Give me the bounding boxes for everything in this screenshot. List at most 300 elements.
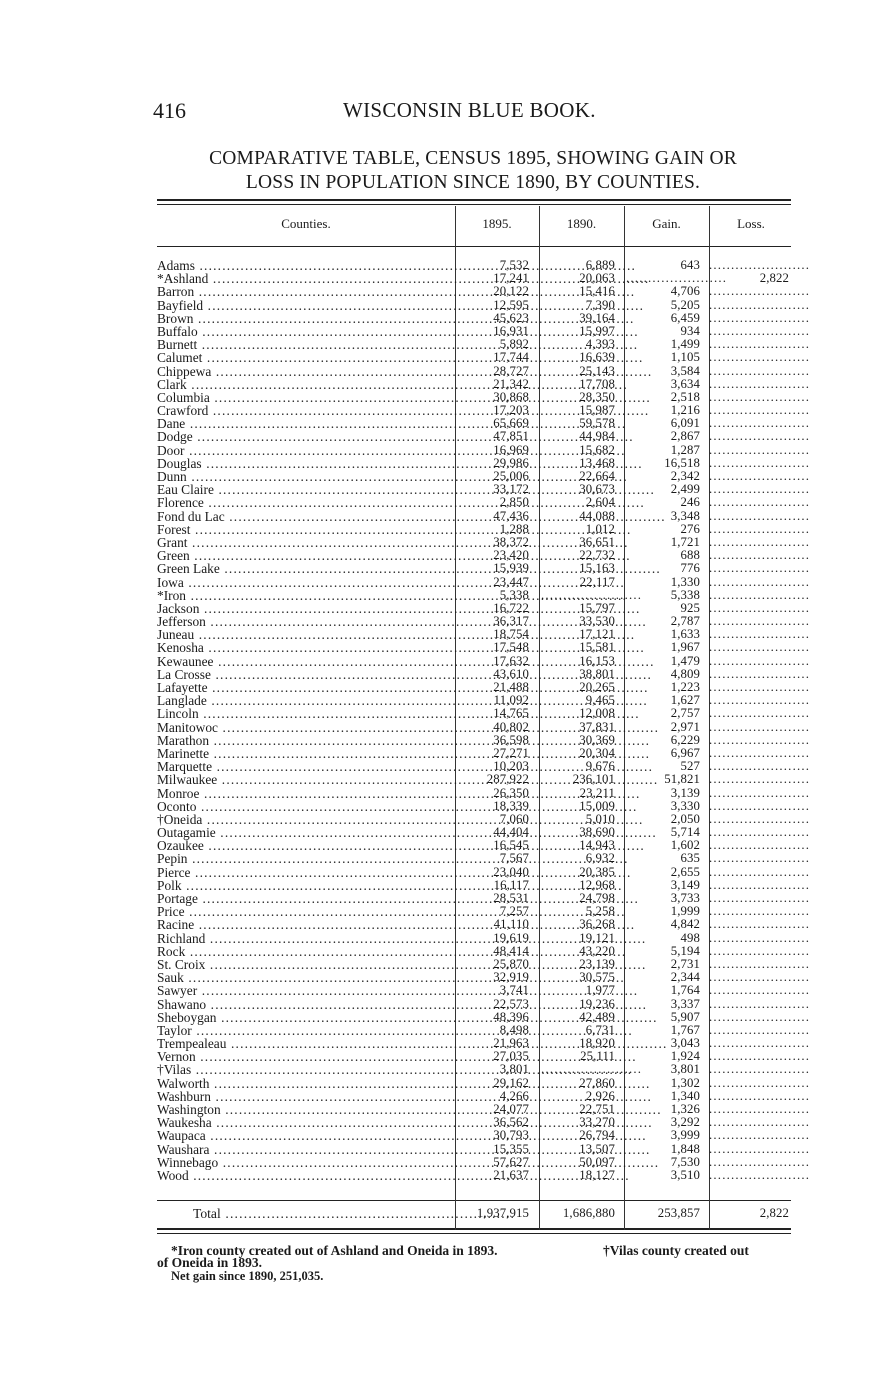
cell-1890: 18,920 — [579, 1036, 615, 1051]
cell-gain: 6,091 — [670, 416, 700, 431]
pre-total-rule — [157, 1200, 791, 1201]
cell-1895: 65,669 — [493, 416, 529, 431]
cell-1895: 30,793 — [493, 1128, 529, 1143]
county-name: Crawford ..... — [157, 404, 449, 417]
cell-gain: 1,924 — [670, 1049, 700, 1064]
county-name: Milwaukee ..... — [157, 773, 449, 786]
cell-1895: 27,035 — [493, 1049, 529, 1064]
header-loss: Loss. — [737, 216, 765, 231]
cell-gain: 3,292 — [670, 1115, 700, 1130]
cell-1890: 24,798 — [579, 891, 615, 905]
cell-gain: 2,787 — [670, 614, 700, 629]
cell-1890: 22,732 — [579, 548, 615, 563]
cell-1890: 20,385 — [579, 864, 615, 879]
cell-1895: 7,567 — [499, 851, 529, 866]
table-row — [157, 574, 811, 590]
county-table-body — [157, 258, 811, 1183]
county-name: Outagamie ..... — [157, 826, 449, 839]
cell-1895: 19,619 — [493, 930, 529, 945]
table-row — [157, 1062, 811, 1078]
table-row — [157, 1167, 811, 1183]
table-row — [157, 864, 811, 880]
county-name: Fond du Lac ..... — [157, 510, 449, 523]
cell-1890: 25,111 — [580, 1049, 615, 1064]
cell-1895: 57,627 — [493, 1154, 529, 1169]
cell-loss: ....................... — [709, 548, 811, 563]
cell-loss: ....................... — [709, 389, 811, 404]
cell-1890: 13,468 — [579, 455, 615, 470]
cell-1890: 16,639 — [579, 350, 615, 365]
cell-gain: 1,479 — [670, 653, 700, 668]
cell-loss: ....................... — [709, 600, 811, 615]
cell-gain: 16,518 — [664, 455, 700, 470]
cell-1895: 17,203 — [493, 403, 529, 418]
cell-1895: 24,077 — [493, 1102, 529, 1116]
cell-1895: 18,339 — [493, 798, 529, 813]
county-name: Dane ..... — [157, 417, 449, 430]
cell-1895: 7,257 — [499, 904, 529, 919]
cell-loss: ....................... — [709, 1141, 811, 1156]
county-name: Sawyer ..... — [157, 984, 449, 997]
county-name: Pepin ..... — [157, 852, 449, 865]
cell-1890: 15,797 — [579, 600, 615, 615]
cell-gain: 1,848 — [670, 1141, 700, 1156]
cell-1895: 44,404 — [493, 825, 529, 840]
cell-loss: ....................... — [709, 891, 811, 905]
table-row — [157, 917, 811, 933]
cell-1895: 48,396 — [493, 1009, 529, 1024]
cell-gain: 1,764 — [670, 983, 700, 998]
table-row — [157, 284, 811, 300]
cell-1890: 18,127 — [579, 1167, 615, 1182]
table-row — [157, 1009, 811, 1025]
cell-1890: 17,708 — [579, 376, 615, 391]
county-name: La Crosse ..... — [157, 668, 449, 681]
cell-1890: 236,101 — [572, 772, 615, 787]
cell-1895: 23,447 — [493, 574, 529, 589]
cell-1895: 28,727 — [493, 363, 529, 378]
cell-loss: ....................... — [709, 851, 811, 866]
header-rule — [157, 246, 791, 247]
cell-1890: 12,008 — [579, 706, 615, 721]
cell-loss: ....................... — [709, 772, 811, 787]
table-row — [157, 429, 811, 445]
cell-loss: ....................... — [709, 376, 811, 391]
county-name: Pierce ..... — [157, 866, 449, 879]
cell-1895: 14,765 — [493, 706, 529, 721]
table-row — [157, 1075, 811, 1091]
table-title-line-1: COMPARATIVE TABLE, CENSUS 1895, SHOWING GAIN OR — [209, 148, 737, 169]
cell-gain: 6,967 — [670, 745, 700, 760]
cell-loss: ....................... — [709, 1088, 811, 1103]
cell-gain: 1,999 — [670, 904, 700, 919]
total-gain: 253,857 — [657, 1206, 700, 1220]
cell-1895: 45,623 — [493, 310, 529, 325]
cell-1890: ....................... — [541, 1062, 643, 1077]
cell-gain: 2,499 — [670, 482, 700, 497]
cell-gain: 5,194 — [670, 943, 700, 958]
cell-gain: 6,459 — [670, 310, 700, 325]
cell-1895: 16,545 — [493, 838, 529, 853]
cell-1890: 39,164 — [579, 310, 615, 325]
page-number: 416 — [153, 98, 186, 123]
running-head — [153, 98, 793, 128]
cell-1890: 19,236 — [579, 996, 615, 1011]
cell-1890: 50,097 — [579, 1154, 615, 1169]
cell-gain: 6,229 — [670, 732, 700, 747]
table-row — [157, 943, 811, 959]
county-name: Adams ..... — [157, 259, 449, 272]
cell-1890: 38,690 — [579, 825, 615, 840]
table-row — [157, 653, 811, 669]
cell-gain: 2,344 — [670, 970, 700, 985]
table-row — [157, 495, 811, 511]
cell-1890: 22,117 — [579, 574, 615, 589]
cell-1890: 1,977 — [585, 983, 615, 998]
county-name: Shawano ..... — [157, 998, 449, 1011]
cell-loss: ....................... — [709, 1128, 811, 1143]
cell-1895: 21,342 — [493, 376, 529, 391]
county-name: Columbia ..... — [157, 391, 449, 404]
cell-gain: 2,971 — [670, 719, 700, 734]
cell-1895: 25,006 — [493, 469, 529, 483]
cell-loss: ....................... — [709, 350, 811, 365]
cell-gain: 3,801 — [670, 1062, 700, 1077]
cell-loss: 2,822 — [759, 271, 789, 286]
cell-gain: 643 — [680, 258, 700, 272]
cell-1895: 3,741 — [499, 983, 529, 998]
table-title — [153, 147, 793, 195]
county-name: Walworth ..... — [157, 1077, 449, 1090]
county-name: Lincoln ..... — [157, 707, 449, 720]
cell-gain: 2,050 — [670, 811, 700, 826]
cell-loss: ....................... — [709, 970, 811, 985]
cell-loss: ....................... — [709, 297, 811, 312]
cell-gain: 2,342 — [670, 469, 700, 483]
county-name: Marinette ..... — [157, 747, 449, 760]
cell-1890: 6,889 — [585, 258, 615, 272]
cell-gain: 1,330 — [670, 574, 700, 589]
cell-1895: 15,939 — [493, 561, 529, 576]
county-name: Bayfield ..... — [157, 299, 449, 312]
cell-gain: 1,216 — [670, 403, 700, 418]
cell-loss: ....................... — [709, 534, 811, 549]
cell-gain: 3,584 — [670, 363, 700, 378]
cell-1890: 15,009 — [579, 798, 615, 813]
total-1895: 1,937,915 — [476, 1206, 529, 1220]
cell-gain: 4,842 — [670, 917, 700, 932]
cell-1895: 25,870 — [493, 956, 529, 971]
cell-1895: 287,922 — [486, 772, 529, 787]
cell-1895: 1,288 — [499, 521, 529, 536]
cell-1895: 32,919 — [493, 970, 529, 985]
cell-gain: 3,999 — [670, 1128, 700, 1143]
cell-1890: 23,139 — [579, 956, 615, 971]
cell-1895: 17,744 — [493, 350, 529, 365]
cell-gain: 925 — [680, 600, 700, 615]
county-name: Taylor ..... — [157, 1024, 449, 1037]
cell-1895: 7,532 — [499, 258, 529, 272]
cell-1890: 25,143 — [579, 363, 615, 378]
cell-gain: 276 — [680, 521, 700, 536]
cell-1890: 20,304 — [579, 745, 615, 760]
cell-loss: ....................... — [709, 1075, 811, 1090]
table-title-line-2: LOSS IN POPULATION SINCE 1890, BY COUNTIES. — [245, 172, 701, 193]
cell-1895: 11,092 — [493, 693, 529, 708]
county-name: Wood ..... — [157, 1169, 449, 1182]
cell-gain: 1,287 — [670, 442, 700, 457]
table-row — [157, 785, 811, 801]
cell-1890: 14,943 — [579, 838, 615, 853]
cell-loss: ....................... — [709, 403, 811, 418]
cell-loss: ....................... — [709, 956, 811, 971]
county-name: Florence ..... — [157, 496, 449, 509]
cell-1895: 26,350 — [493, 785, 529, 800]
cell-gain: 1,721 — [670, 534, 700, 549]
cell-1890: 4,393 — [585, 337, 615, 352]
county-name: Burnett ..... — [157, 338, 449, 351]
cell-loss: ....................... — [709, 904, 811, 919]
cell-loss: ....................... — [709, 640, 811, 655]
cell-loss: ....................... — [709, 719, 811, 734]
table-row — [157, 798, 811, 814]
footnote-vilas-continued: of Oneida in 1893. — [157, 1255, 263, 1270]
cell-loss: ....................... — [709, 337, 811, 352]
county-name: Jackson ..... — [157, 602, 449, 615]
total-row — [157, 1206, 791, 1224]
county-name: Vernon ..... — [157, 1050, 449, 1063]
cell-loss: ....................... — [709, 416, 811, 431]
cell-1890: 17,121 — [579, 627, 615, 642]
cell-loss: ....................... — [709, 1102, 811, 1116]
cell-loss: ....................... — [709, 627, 811, 642]
cell-gain: 2,518 — [670, 389, 700, 404]
county-name: Barron ..... — [157, 285, 449, 298]
table-row — [157, 363, 811, 379]
cell-1895: 43,610 — [493, 666, 529, 681]
cell-1895: 41,110 — [493, 917, 529, 932]
cell-1890: 36,268 — [579, 917, 615, 932]
table-row — [157, 719, 811, 735]
cell-1890: 43,220 — [579, 943, 615, 958]
cell-1895: 18,754 — [493, 627, 529, 642]
cell-1895: 17,548 — [493, 640, 529, 655]
county-name: Washburn ..... — [157, 1090, 449, 1103]
table-row — [157, 561, 811, 577]
cell-loss: ....................... — [709, 811, 811, 826]
table-row — [157, 772, 811, 788]
county-name: Green Lake ..... — [157, 562, 449, 575]
cell-loss: ....................... — [709, 574, 811, 589]
cell-gain: 3,510 — [670, 1167, 700, 1182]
cell-1890: 2,926 — [585, 1088, 615, 1103]
cell-1890: 33,270 — [579, 1115, 615, 1130]
cell-gain: 688 — [680, 548, 700, 563]
table-row — [157, 732, 811, 748]
cell-loss: ....................... — [709, 917, 811, 932]
cell-gain: 246 — [680, 495, 700, 510]
cell-1895: 22,573 — [493, 996, 529, 1011]
county-name: Monroe ..... — [157, 787, 449, 800]
table-row — [157, 1128, 811, 1144]
cell-loss: ....................... — [709, 877, 811, 892]
cell-gain: 3,733 — [670, 891, 700, 905]
cell-loss: ....................... — [709, 1022, 811, 1037]
header-gain: Gain. — [652, 216, 681, 231]
county-name: Clark ..... — [157, 378, 449, 391]
county-name: Langlade ..... — [157, 694, 449, 707]
cell-gain: 498 — [680, 930, 700, 945]
cell-1890: 5,010 — [585, 811, 615, 826]
cell-1890: 2,604 — [585, 495, 615, 510]
cell-1895: 8,498 — [499, 1022, 529, 1037]
cell-gain: 1,302 — [670, 1075, 700, 1090]
county-name: Eau Claire ..... — [157, 483, 449, 496]
county-name: Calumet ..... — [157, 351, 449, 364]
cell-1895: 36,598 — [493, 732, 529, 747]
cell-gain: 3,348 — [670, 508, 700, 523]
cell-loss: ....................... — [709, 482, 811, 497]
cell-loss: ....................... — [709, 1115, 811, 1130]
cell-1890: 6,731 — [585, 1022, 615, 1037]
cell-1890: 44,984 — [579, 429, 615, 444]
table-row — [157, 996, 811, 1012]
cell-loss: ....................... — [709, 1154, 811, 1169]
cell-gain: 5,907 — [670, 1009, 700, 1024]
cell-loss: ....................... — [709, 429, 811, 444]
cell-1895: 2,850 — [499, 495, 529, 510]
cell-gain: 5,338 — [670, 587, 700, 602]
cell-1890: 15,163 — [579, 561, 615, 576]
cell-loss: ....................... — [709, 666, 811, 681]
cell-1895: 36,562 — [493, 1115, 529, 1130]
county-name: Winnebago ..... — [157, 1156, 449, 1169]
cell-1895: 16,722 — [493, 600, 529, 615]
county-name: Waupaca ..... — [157, 1129, 449, 1142]
cell-loss: ....................... — [709, 310, 811, 325]
cell-gain: 1,499 — [670, 337, 700, 352]
cell-gain: 1,326 — [670, 1102, 700, 1116]
cell-loss: ....................... — [709, 706, 811, 721]
county-name: Trempealeau ..... — [157, 1037, 449, 1050]
cell-gain: 5,205 — [670, 297, 700, 312]
county-name: Manitowoc ..... — [157, 721, 449, 734]
cell-loss: ....................... — [709, 838, 811, 853]
cell-1895: 29,162 — [493, 1075, 529, 1090]
county-name: Portage ..... — [157, 892, 449, 905]
cell-1895: 47,436 — [493, 508, 529, 523]
cell-loss: ....................... — [709, 653, 811, 668]
cell-1890: 26,794 — [579, 1128, 615, 1143]
county-name: Ozaukee ..... — [157, 839, 449, 852]
table-row — [157, 350, 811, 366]
cell-1890: 42,489 — [579, 1009, 615, 1024]
county-name: Brown ..... — [157, 312, 449, 325]
cell-loss: ....................... — [709, 759, 811, 774]
county-name: Dunn ..... — [157, 470, 449, 483]
cell-gain: 3,337 — [670, 996, 700, 1011]
cell-loss: ....................... — [709, 943, 811, 958]
cell-loss: ....................... — [709, 587, 811, 602]
county-name: Chippewa ..... — [157, 365, 449, 378]
county-name: Iowa ..... — [157, 576, 449, 589]
cell-1895: 28,531 — [493, 891, 529, 905]
cell-1895: 5,892 — [499, 337, 529, 352]
cell-1890: 15,987 — [579, 403, 615, 418]
cell-1890: 27,860 — [579, 1075, 615, 1090]
total-1890: 1,686,880 — [562, 1206, 615, 1220]
cell-gain: 635 — [680, 851, 700, 866]
cell-1890: 9,676 — [585, 759, 615, 774]
cell-1895: 21,488 — [493, 680, 529, 694]
county-name: †Vilas ..... — [157, 1063, 449, 1076]
county-name: Price ..... — [157, 905, 449, 918]
cell-1895: 48,414 — [493, 943, 529, 958]
cell-1895: 30,868 — [493, 389, 529, 404]
cell-1890: 15,581 — [579, 640, 615, 655]
county-name: Lafayette ..... — [157, 681, 449, 694]
cell-loss: ....................... — [709, 732, 811, 747]
total-label: Total ..... — [193, 1206, 449, 1222]
county-name: †Oneida ..... — [157, 813, 449, 826]
county-name: Kewaunee ..... — [157, 655, 449, 668]
county-name: Waushara ..... — [157, 1143, 449, 1156]
cell-1895: 16,931 — [493, 323, 529, 338]
cell-loss: ....................... — [709, 680, 811, 694]
cell-gain: 1,340 — [670, 1088, 700, 1103]
cell-loss: ....................... — [709, 785, 811, 800]
cell-gain: 4,809 — [670, 666, 700, 681]
cell-gain: 1,767 — [670, 1022, 700, 1037]
cell-loss: ....................... — [709, 1062, 811, 1077]
cell-gain: 1,223 — [670, 680, 700, 694]
cell-1890: 36,651 — [579, 534, 615, 549]
cell-1895: 17,241 — [493, 271, 529, 286]
cell-loss: ....................... — [709, 284, 811, 299]
cell-gain: 3,043 — [670, 1036, 700, 1051]
cell-loss: ....................... — [709, 323, 811, 338]
cell-1890: 28,350 — [579, 389, 615, 404]
cell-gain: 776 — [680, 561, 700, 576]
cell-gain: 1,627 — [670, 693, 700, 708]
cell-loss: ....................... — [709, 825, 811, 840]
cell-1890: 15,682 — [579, 442, 615, 457]
cell-gain: 3,139 — [670, 785, 700, 800]
county-name: Door ..... — [157, 444, 449, 457]
county-name: Dodge ..... — [157, 430, 449, 443]
cell-1890: 22,751 — [579, 1102, 615, 1116]
cell-1890: 15,416 — [579, 284, 615, 299]
cell-1890: 13,507 — [579, 1141, 615, 1156]
county-name: Richland ..... — [157, 932, 449, 945]
cell-1890: 30,673 — [579, 482, 615, 497]
cell-loss: ....................... — [709, 1036, 811, 1051]
county-name: Marathon ..... — [157, 734, 449, 747]
county-name: Jefferson ..... — [157, 615, 449, 628]
cell-loss: ....................... — [709, 495, 811, 510]
county-name: Washington ..... — [157, 1103, 449, 1116]
cell-gain: 1,105 — [670, 350, 700, 365]
cell-1895: 17,632 — [493, 653, 529, 668]
cell-gain: 934 — [680, 323, 700, 338]
cell-loss: ....................... — [709, 693, 811, 708]
county-name: Grant ..... — [157, 536, 449, 549]
cell-1890: 22,664 — [579, 469, 615, 483]
top-rule-thin — [157, 204, 791, 205]
table-row — [157, 1154, 811, 1170]
cell-loss: ....................... — [709, 442, 811, 457]
cell-gain: 1,602 — [670, 838, 700, 853]
